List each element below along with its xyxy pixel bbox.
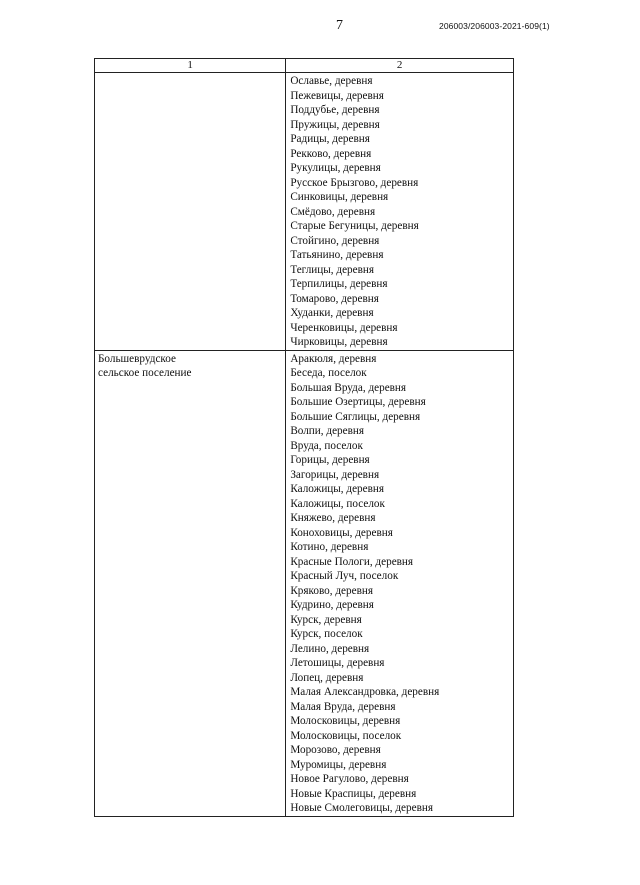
list-item: Чирковицы, деревня — [290, 336, 388, 348]
table-header-row — [95, 59, 514, 73]
table-row — [95, 350, 514, 816]
list-item: Летошицы, деревня — [290, 657, 385, 669]
list-item: Каложицы, деревня — [290, 483, 385, 495]
list-item: Рукулицы, деревня — [290, 162, 381, 174]
list-item: Каложицы, поселок — [290, 497, 385, 510]
list-item: Новые Смолеговицы, деревня — [290, 802, 433, 814]
list-item: Лелино, деревня — [290, 642, 370, 655]
list-item: Черенковицы, деревня — [290, 321, 398, 334]
list-item: Теглицы, деревня — [290, 263, 375, 276]
list-item: Муромицы, деревня — [290, 758, 387, 771]
list-item: Княжево, деревня — [290, 512, 376, 524]
table-row — [95, 73, 514, 351]
list-item: Пружицы, деревня — [290, 118, 380, 131]
list-item: Беседа, поселок — [290, 367, 367, 379]
document-reference: 206003/206003-2021-609(1) — [439, 21, 550, 31]
list-item: Курск, деревня — [290, 613, 362, 626]
list-item: Большая Вруда, деревня — [290, 381, 407, 394]
list-item: Смёдово, деревня — [290, 205, 376, 218]
settlement-cell — [95, 350, 286, 816]
list-item: Загорицы, деревня — [290, 468, 380, 481]
list-item: Новое Рагулово, деревня — [290, 773, 409, 785]
list-item: Волпи, деревня — [290, 425, 365, 437]
places-cell — [286, 350, 514, 816]
list-item: Коноховицы, деревня — [290, 526, 393, 539]
list-item: Лопец, деревня — [290, 671, 364, 684]
list-item: Курск, поселок — [290, 628, 363, 640]
list-item: Новые Краспицы, деревня — [290, 787, 417, 800]
column-header-1: 1 — [95, 59, 286, 73]
list-item: Горицы, деревня — [290, 454, 370, 466]
list-item: Рекково, деревня — [290, 147, 372, 160]
list-item: Терпилицы, деревня — [290, 278, 388, 290]
settlement-name-line: сельское поселение — [98, 367, 192, 379]
list-item: Радицы, деревня — [290, 133, 370, 145]
places-cell — [286, 73, 514, 351]
list-item: Старые Бегуницы, деревня — [290, 220, 419, 232]
list-item: Красный Луч, поселок — [290, 570, 399, 582]
list-item: Малая Александровка, деревня — [290, 686, 440, 698]
list-item: Худанки, деревня — [290, 307, 374, 319]
list-item: Кряково, деревня — [290, 584, 373, 597]
list-item: Вруда, поселок — [290, 439, 363, 452]
list-item: Молосковицы, поселок — [290, 729, 402, 742]
list-item: Малая Вруда, деревня — [290, 700, 396, 713]
list-item: Большие Сяглицы, деревня — [290, 410, 421, 423]
list-item: Томарово, деревня — [290, 292, 379, 305]
column-header-2: 2 — [286, 59, 514, 73]
list-item: Котино, деревня — [290, 541, 369, 553]
list-item: Молосковицы, деревня — [290, 715, 401, 727]
settlement-cell — [95, 73, 286, 351]
page-number: 7 — [336, 18, 343, 33]
list-item: Синковицы, деревня — [290, 191, 389, 203]
list-item: Аракюля, деревня — [290, 352, 377, 365]
list-item: Кудрино, деревня — [290, 599, 374, 611]
list-item: Морозово, деревня — [290, 744, 381, 756]
settlements-table — [94, 58, 514, 817]
list-item: Большие Озертицы, деревня — [290, 396, 426, 408]
list-item: Ославье, деревня — [290, 75, 373, 87]
list-item: Стойгино, деревня — [290, 234, 380, 247]
list-item: Пежевицы, деревня — [290, 89, 384, 102]
list-item: Русское Брызгово, деревня — [290, 176, 419, 189]
list-item: Красные Пологи, деревня — [290, 555, 414, 568]
list-item: Поддубье, деревня — [290, 104, 380, 116]
list-item: Татьянино, деревня — [290, 249, 384, 261]
settlement-name-line: Большеврудское — [98, 352, 176, 365]
